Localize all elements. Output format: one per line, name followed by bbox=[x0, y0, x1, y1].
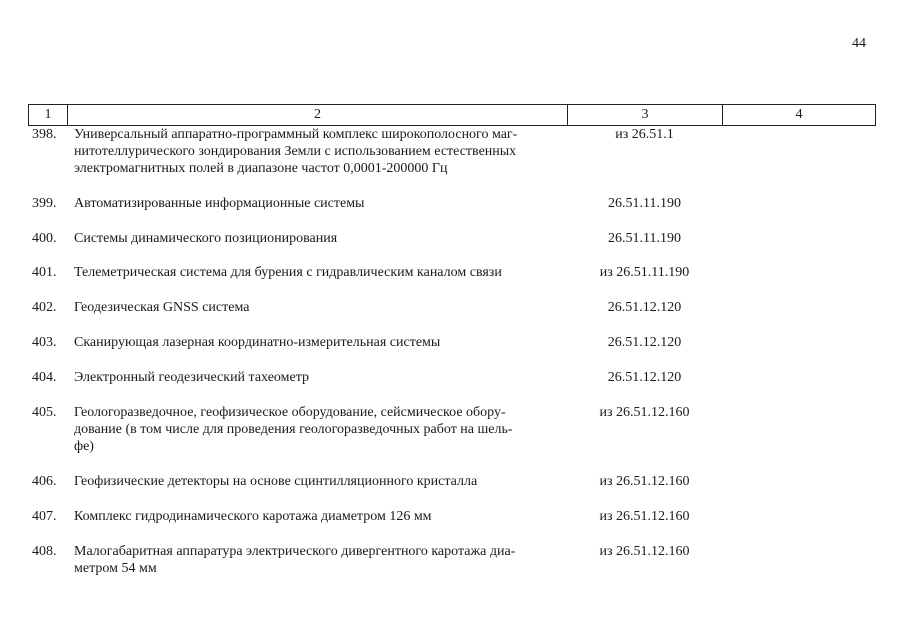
desc-line: метром 54 мм bbox=[74, 561, 157, 576]
header-col-1: 1 bbox=[29, 105, 68, 125]
desc-line: электромагнитных полей в диапазоне частот 0,0001-200000 Гц bbox=[74, 161, 448, 176]
row-number: 406. bbox=[32, 474, 57, 489]
header-col-3: 3 bbox=[568, 105, 723, 125]
desc-line: Геологоразведочное, геофизическое оборудование, сейсмическое обору- bbox=[74, 405, 506, 420]
row-description bbox=[74, 404, 560, 455]
desc-line: Телеметрическая система для бурения с гидравлическим каналом связи bbox=[74, 265, 502, 280]
row-description bbox=[74, 126, 560, 177]
row-code: из 26.51.12.160 bbox=[599, 509, 690, 524]
desc-line: Сканирующая лазерная координатно-измерительная системы bbox=[74, 335, 441, 350]
row-number: 404. bbox=[32, 370, 57, 385]
desc-line: Комплекс гидродинамического каротажа диаметром 126 мм bbox=[74, 509, 432, 524]
row-code: из 26.51.12.160 bbox=[599, 474, 690, 489]
desc-line: Геодезическая GNSS система bbox=[74, 300, 250, 315]
row-description bbox=[74, 230, 560, 247]
desc-line: Универсальный аппаратно-программный комплекс широкополосного маг- bbox=[74, 127, 518, 142]
header-col-2: 2 bbox=[68, 105, 568, 125]
row-description bbox=[74, 299, 560, 316]
row-code: 26.51.12.120 bbox=[607, 335, 682, 350]
desc-line: дование (в том числе для проведения геологоразведочных работ на шель- bbox=[74, 422, 513, 437]
row-number: 399. bbox=[32, 196, 57, 211]
row-number: 402. bbox=[32, 300, 57, 315]
row-code: 26.51.11.190 bbox=[608, 231, 681, 246]
row-code: 26.51.11.190 bbox=[608, 196, 681, 211]
row-description bbox=[74, 369, 560, 386]
row-number: 407. bbox=[32, 509, 57, 524]
row-description bbox=[74, 543, 560, 577]
header-col-4: 4 bbox=[795, 107, 803, 122]
page-number: 44 bbox=[852, 36, 866, 51]
row-description bbox=[74, 195, 560, 212]
row-description bbox=[74, 473, 560, 490]
row-number: 405. bbox=[32, 405, 57, 420]
desc-line: Электронный геодезический тахеометр bbox=[74, 370, 310, 385]
desc-line: Системы динамического позиционирования bbox=[74, 231, 338, 246]
row-number: 398. bbox=[32, 127, 57, 142]
row-code: из 26.51.12.160 bbox=[599, 544, 690, 559]
row-description bbox=[74, 334, 560, 351]
row-code: из 26.51.12.160 bbox=[599, 405, 690, 420]
row-number: 408. bbox=[32, 544, 57, 559]
row-number: 401. bbox=[32, 265, 57, 280]
row-number: 400. bbox=[32, 231, 57, 246]
row-description bbox=[74, 264, 560, 281]
desc-line: Автоматизированные информационные системы bbox=[74, 196, 365, 211]
desc-line: Малогабаритная аппаратура электрического дивергентного каротажа диа- bbox=[74, 544, 516, 559]
desc-line: Геофизические детекторы на основе сцинтилляционного кристалла bbox=[74, 474, 478, 489]
row-number: 403. bbox=[32, 335, 57, 350]
row-code: из 26.51.1 bbox=[615, 127, 674, 142]
desc-line: фе) bbox=[74, 439, 94, 454]
desc-line: нитотеллурического зондирования Земли с использованием естественных bbox=[74, 144, 517, 159]
row-code: 26.51.12.120 bbox=[607, 300, 682, 315]
table-header bbox=[28, 104, 876, 126]
row-description bbox=[74, 508, 560, 525]
row-code: 26.51.12.120 bbox=[607, 370, 682, 385]
row-code: из 26.51.11.190 bbox=[599, 265, 690, 280]
